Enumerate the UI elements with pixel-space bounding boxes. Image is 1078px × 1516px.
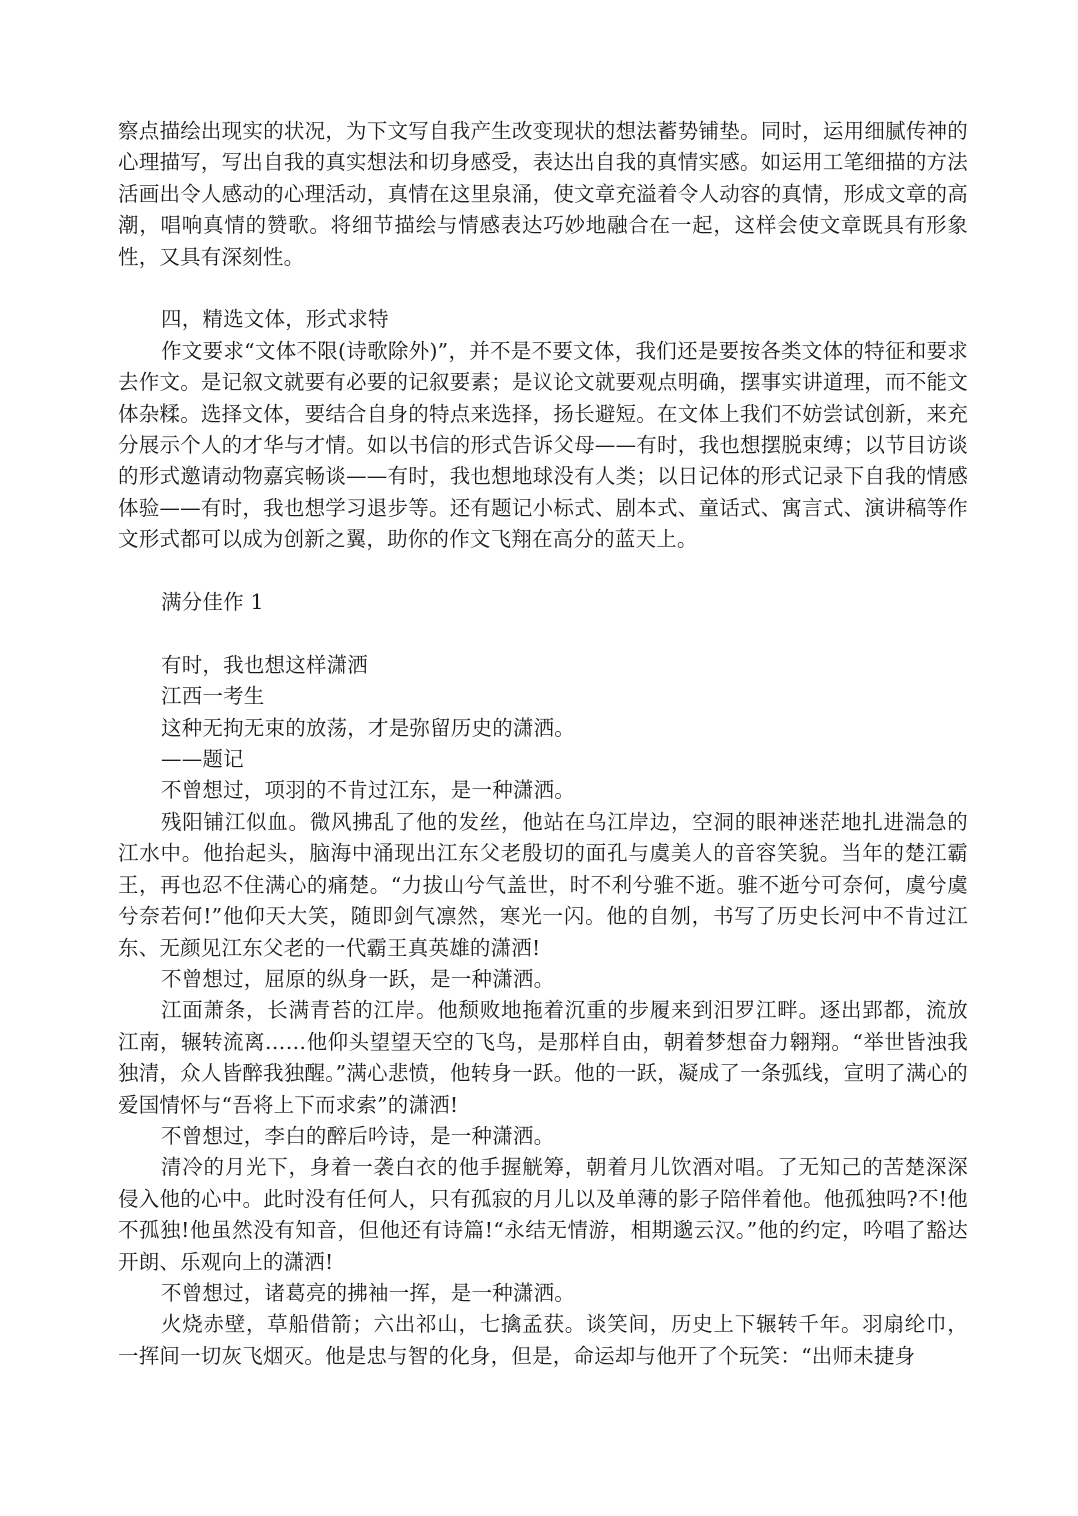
epigraph: 这种无拘无束的放荡，才是弥留历史的潇洒。 bbox=[161, 715, 575, 740]
section-heading: 四，精选文体，形式求特 bbox=[161, 307, 389, 332]
sample-label: 满分佳作 1 bbox=[161, 590, 264, 615]
section-body: 作文要求“文体不限(诗歌除外)”，并不是不要文体，我们还是要按各类文体的特征和要求去作文。是记叙文就要有必要的记叙要素；是议论文就要观点明确，摆事实讲道理，而不能文体杂糅。选择文体，要结合自身的特点来选择，扬长避短。在文体上我们不妨尝试创新，来充分展示个人的才华与才情。如以书信的形式告诉父母——有时，我也想摆脱束缚；以节目访谈的形式邀请动物嘉宾畅谈——有时，我也想地球没有人类；以日记体的形式记录下自我的情感体验——有时，我也想学习退步等。还有题记小标式、剧本式、童话式、寓言式、演讲稿等作文形式都可以成为创新之翼，助你的作文飞翔在高分的蓝天上。 bbox=[118, 338, 968, 552]
epigraph-attribution: ——题记 bbox=[161, 747, 244, 772]
essay-paragraph: 不曾想过，项羽的不肯过江东，是一种潇洒。 bbox=[161, 778, 575, 803]
essay-paragraph: 火烧赤壁，草船借箭；六出祁山，七擒孟获。谈笑间，历史上下辗转千年。羽扇纶巾，一挥间一切灰飞烟灭。他是忠与智的化身，但是，命运却与他开了个玩笑：“出师未捷身 bbox=[118, 1312, 968, 1368]
essay-paragraph: 不曾想过，李白的醉后吟诗，是一种潇洒。 bbox=[161, 1123, 555, 1148]
essay-paragraph: 残阳铺江似血。微风拂乱了他的发丝，他站在乌江岸边，空洞的眼神迷茫地扎进湍急的江水中。他抬起头，脑海中涌现出江东父老殷切的面孔与虞美人的音容笑貌。当年的楚江霸王，再也忍不住满心的痛楚。“力拔山兮气盖世，时不利兮骓不逝。骓不逝兮可奈何，虞兮虞兮奈若何!”他仰天大笑，随即剑气凛然，寒光一闪。他的自刎，书写了历史长河中不肯过江东、无颜见江东父老的一代霸王真英雄的潇洒! bbox=[118, 809, 968, 960]
essay-paragraph: 不曾想过，屈原的纵身一跃，是一种潇洒。 bbox=[161, 966, 555, 991]
essay-paragraph: 不曾想过，诸葛亮的拂袖一挥，是一种潇洒。 bbox=[161, 1280, 575, 1305]
document-page bbox=[118, 116, 968, 1372]
essay-title: 有时，我也想这样潇洒 bbox=[161, 652, 368, 677]
intro-paragraph: 察点描绘出现实的状况，为下文写自我产生改变现状的想法蓄势铺垫。同时，运用细腻传神的心理描写，写出自我的真实想法和切身感受，表达出自我的真情实感。如运用工笔细描的方法活画出令人感动的心理活动，真情在这里泉涌，使文章充溢着令人动容的真情，形成文章的高潮，唱响真情的赞歌。将细节描绘与情感表达巧妙地融合在一起，这样会使文章既具有形象性，又具有深刻性。 bbox=[118, 119, 968, 269]
essay-author: 江西一考生 bbox=[161, 684, 265, 709]
essay-paragraph: 清冷的月光下，身着一袭白衣的他手握觥筹，朝着月儿饮酒对唱。了无知己的苦楚深深侵入他的心中。此时没有任何人，只有孤寂的月儿以及单薄的影子陪伴着他。他孤独吗?不!他不孤独!他虽然没有知音，但他还有诗篇!“永结无情游，相期邈云汉。”他的约定，吟唱了豁达开朗、乐观向上的潇洒! bbox=[118, 1155, 968, 1274]
essay-paragraph: 江面萧条，长满青苔的江岸。他颓败地拖着沉重的步履来到汨罗江畔。逐出郢都，流放江南，辗转流离……他仰头望望天空的飞鸟，是那样自由，朝着梦想奋力翱翔。“举世皆浊我独清，众人皆醉我独醒。”满心悲愤，他转身一跃。他的一跃，凝成了一条弧线，宣明了满心的爱国情怀与“吾将上下而求索”的潇洒! bbox=[118, 998, 968, 1117]
